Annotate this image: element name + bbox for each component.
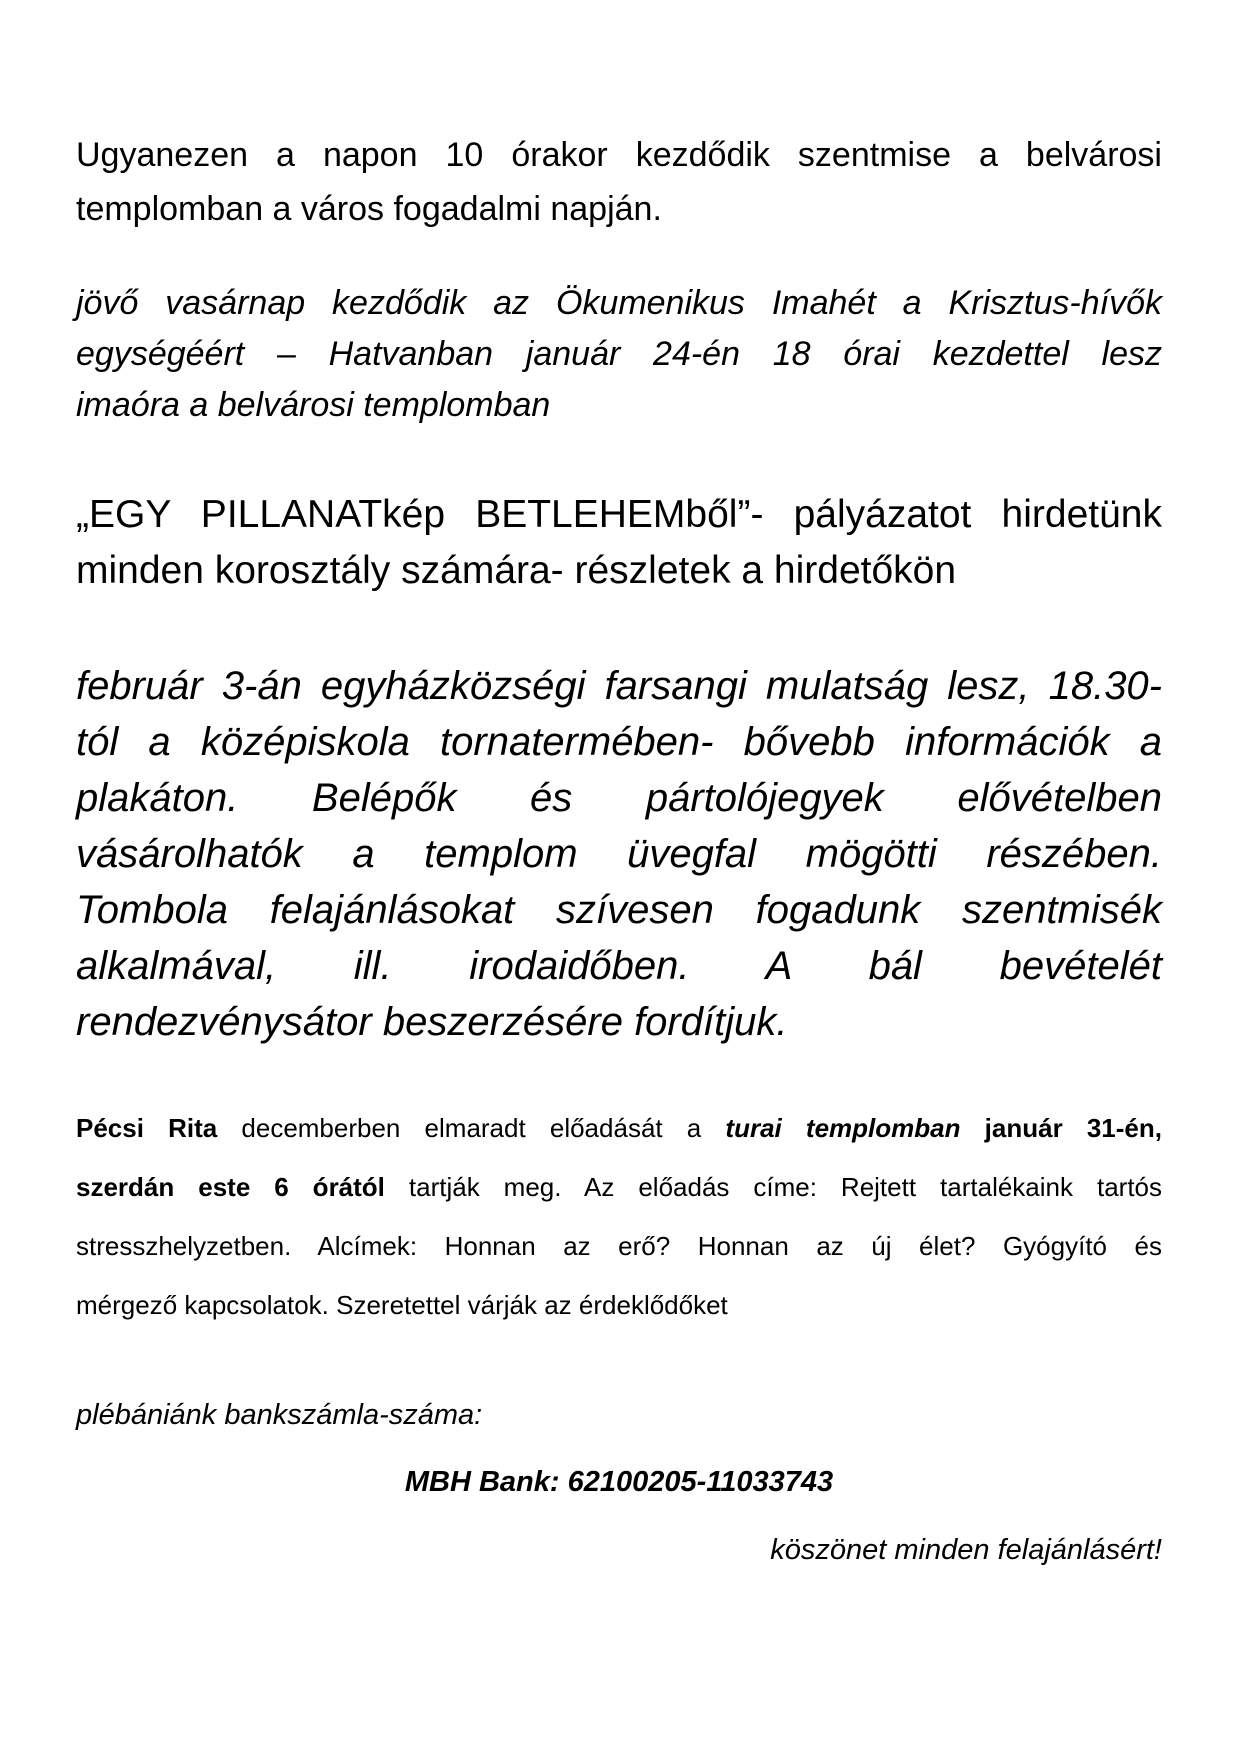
text-line: rendezvénysátor beszerzésére fordítjuk.	[76, 1000, 788, 1044]
paragraph-photo-contest	[76, 487, 1162, 599]
text-line: tól a középiskola tornatermében- bővebb információk a	[76, 720, 1162, 764]
text-line: Tombola felajánlásokat szívesen fogadunk szentmisék	[76, 888, 1162, 932]
lecture-venue: turai templomban	[725, 1113, 961, 1143]
text-line: Ugyanezen a napon 10 órakor kezdődik szentmise a belvárosi	[76, 136, 1162, 174]
text-line: „EGY PILLANATkép BETLEHEMből”- pályázatot hirdetünk	[76, 493, 1162, 536]
text-line: imaóra a belvárosi templomban	[76, 386, 551, 424]
document-page	[76, 0, 1162, 1754]
lecture-time: szerdán este 6 órától	[76, 1172, 385, 1202]
text-line: minden korosztály számára- részletek a hirdetőkön	[76, 549, 957, 592]
text-line	[76, 1158, 1162, 1217]
thanks-note: köszönet minden felajánlásért!	[770, 1534, 1162, 1566]
text-line: mérgező kapcsolatok. Szeretettel várják az érdeklődőket	[76, 1290, 728, 1320]
lecture-date: január 31-én,	[984, 1113, 1162, 1143]
text-line: plakáton. Belépők és pártolójegyek elővételben	[76, 776, 1162, 820]
bank-account-number: MBH Bank: 62100205-11033743	[404, 1466, 834, 1498]
text-line: egységéért – Hatvanban január 24-én 18 órai kezdettel lesz	[76, 335, 1162, 373]
text-line	[76, 1099, 1162, 1158]
text-fragment: tartják meg. Az előadás címe: Rejtett tartalékaink tartós	[384, 1172, 1163, 1202]
text-line: jövő vasárnap kezdődik az Ökumenikus Imahét a Krisztus-hívők	[76, 284, 1162, 322]
text-line: február 3-án egyházközségi farsangi mulatság lesz, 18.30-	[76, 664, 1162, 708]
paragraph-lecture	[76, 1099, 1162, 1335]
text-fragment	[960, 1113, 984, 1143]
bank-account-label: plébániánk bankszámla-száma:	[76, 1399, 483, 1431]
lecturer-name: Pécsi Rita	[76, 1113, 218, 1143]
text-line: stresszhelyzetben. Alcímek: Honnan az erő? Honnan az új élet? Gyógyító és	[76, 1231, 1162, 1261]
text-line: alkalmával, ill. irodaidőben. A bál bevételét	[76, 944, 1162, 988]
paragraph-ecumenical-prayer-week	[76, 278, 1162, 431]
paragraph-carnival-party	[76, 658, 1162, 1050]
text-line: templomban a város fogadalmi napján.	[76, 190, 662, 228]
paragraph-mass-announcement	[76, 128, 1162, 236]
text-line: vásárolhatók a templom üvegfal mögötti részében.	[76, 832, 1162, 876]
text-fragment: decemberben elmaradt előadását a	[217, 1113, 726, 1143]
